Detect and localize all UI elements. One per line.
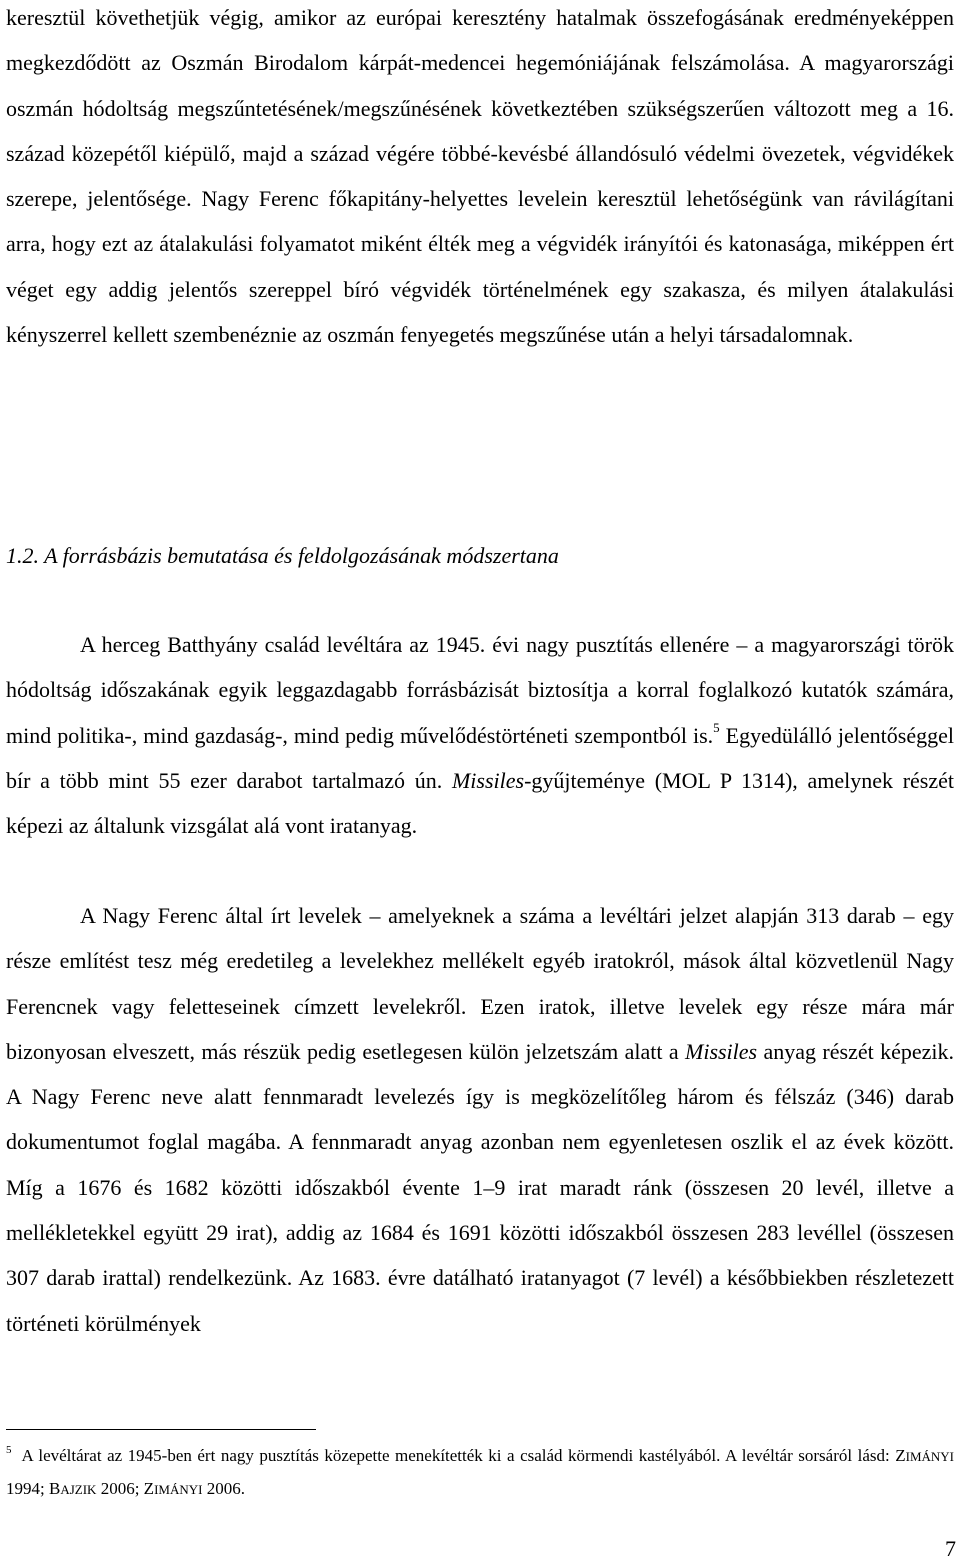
- footnote-reference[interactable]: 5: [713, 719, 720, 735]
- paragraph-3-part2: anyag részét képezik. A Nagy Ferenc neve alatt fennmaradt levelezés így is megközelítőleg három és félszáz (346) darab dokumentumot foglal magába. A fennmaradt anyag azonban nem egyenletesen oszlik el az évek között. Míg a 1676 és 1682 közötti időszakból évente 1–9 irat maradt ránk (összesen 20 levél, illetve a mellékletekkel együtt 29 irat), addig az 1684 és 1691 közötti időszakból összesen 283 levéllel (összesen 307 darab irattal) rendelkezünk. Az 1683. évre datálható iratanyagot (7 levél) a későbbiekben részletezett történeti körülmények: [6, 1038, 955, 1336]
- paragraph-2-part1: A herceg Batthyány család levéltára az 1945. évi nagy pusztítás ellenére – a magyarországi török hódoltság időszakának egyik leggazdagabb forrásbázisát biztosítja a korral foglalkozó kutatók számára, mind politika-, mind gazdaság-, mind pedig művelődéstörténeti szempontból is.: [6, 632, 954, 748]
- footnote: $^5$ A levéltárat az 1945-ben ért nagy pusztítás közepette menekítették ki a család körmendi kastélyából. A levéltár sorsáról lásd: ZIMÁNYI 1994; BAJZIK 2006; ZIMÁNYI 2006.: [6, 1444, 954, 1498]
- paragraph-2-part2: Egyedülálló jelentőséggel bír a több mint 55 ezer darabot tartalmazó ún.: [6, 722, 955, 793]
- author-zimanyi-2: ZIMÁNYI: [143, 1479, 203, 1498]
- footnote-divider: [6, 1429, 316, 1430]
- body-paragraph-3: [6, 893, 954, 1346]
- paragraph-2-part3: -gyűjteménye (MOL P 1314), amelynek részét képezi az általunk vizsgálat alá vont iratanyag.: [6, 767, 955, 839]
- section-number: 1.2.: [6, 543, 39, 568]
- section-heading: [6, 533, 559, 578]
- section-title: A forrásbázis bemutatása és feldolgozásának módszertana: [44, 543, 559, 568]
- paragraph-1-text: keresztül követhetjük végig, amikor az európai keresztény hatalmak összefogásának eredményeképpen megkezdődött az Oszmán Birodalom kárpát-medencei hegemóniájának felszámolása. A magyarországi oszmán hódoltság megszűntetésének/megszűnésének következtében szükségszerűen változott meg a 16. század közepétől kiépülő, majd a század végére többé-kevésbé állandósuló védelmi övezetek, végvidékek szerepe, jelentősége. Nagy Ferenc főkapitány-helyettes levelein keresztül lehetőségünk van rávilágítani arra, hogy ezt az átalakulási folyamatot miként élték meg a végvidék irányítói és katonasága, miképpen ért véget egy addig jelentős szereppel bíró végvidék történelmének egy szakasza, és milyen átalakulási kényszerrel kellett szembenéznie az oszmán fenyegetés megszűnése után a helyi társadalomnak.: [6, 5, 954, 348]
- author-bajzik: BAJZIK: [48, 1479, 97, 1498]
- paragraph-3-part1: A Nagy Ferenc által írt levelek – amelyeknek a száma a levéltári jelzet alapján 313 darab – egy része említést tesz még eredetileg a levelekhez mellékelt egyéb iratokról, mások által közvetlenül Nagy Ferencnek vagy feletteseinek címzett levelekről. Ezen iratok, illetve levelek egy része mára már bizonyosan elveszett, más részük pedig esetlegesen külön jelzetszám alatt a: [6, 903, 954, 1064]
- body-paragraph-1: [6, 0, 954, 357]
- author-zimanyi: ZIMÁNYI: [895, 1446, 954, 1465]
- page-number: 7: [945, 1536, 956, 1561]
- footnote-text: A levéltárat az 1945-ben ért nagy pusztítás közepette menekítették ki a család körmendi kastélyából. A levéltár sorsáról lásd:: [21, 1446, 896, 1465]
- footnote-number: 5: [6, 1444, 12, 1456]
- body-paragraph-2: [6, 622, 954, 848]
- missiles-italic: Missiles: [451, 767, 525, 793]
- missiles-italic: Missiles: [685, 1038, 758, 1064]
